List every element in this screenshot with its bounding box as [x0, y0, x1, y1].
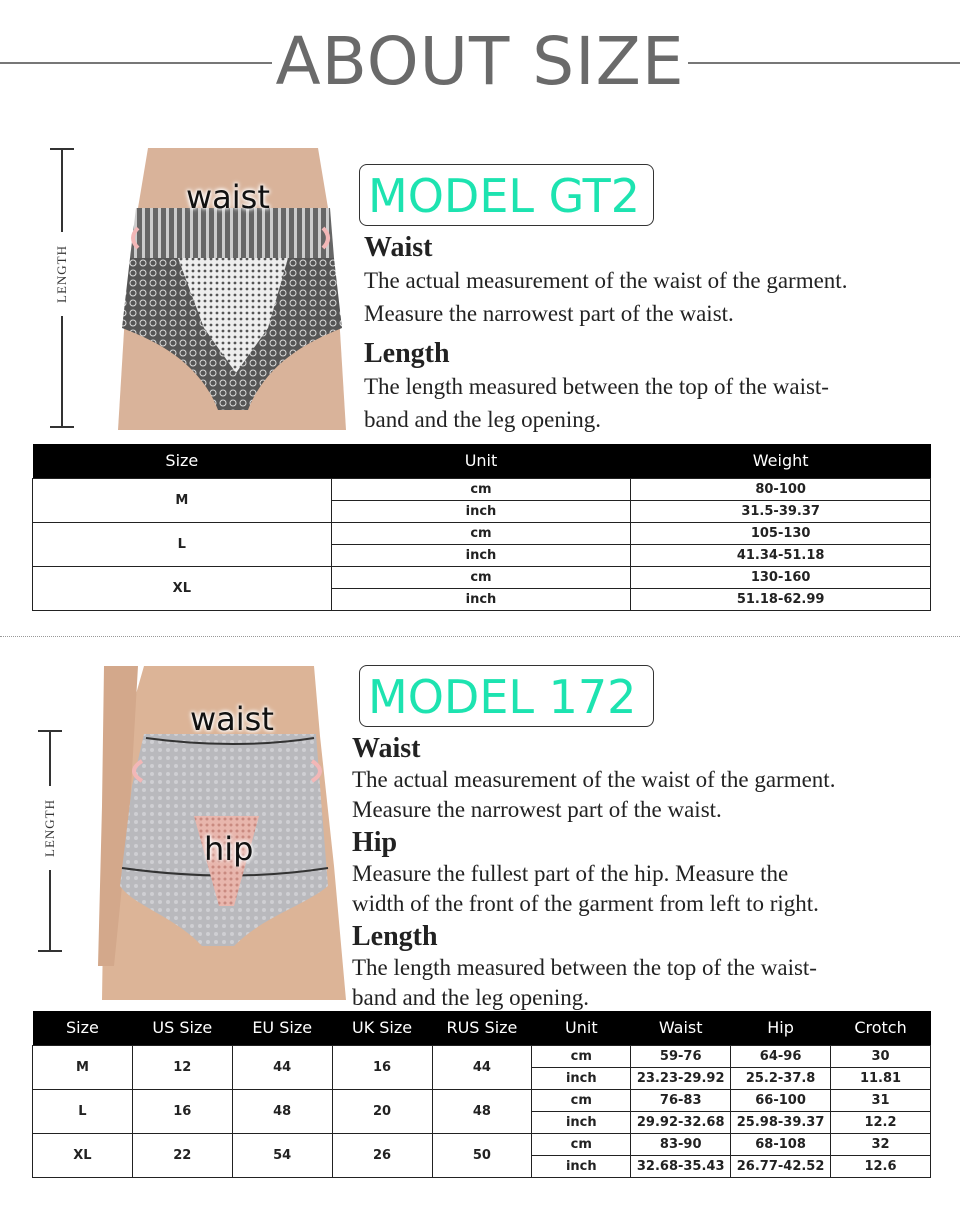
- weight-cell: 51.18-62.99: [631, 588, 931, 610]
- length-heading: Length: [364, 338, 450, 369]
- us-size-cell: 16: [132, 1089, 232, 1133]
- waist-cell: 23.23-29.92: [631, 1067, 731, 1089]
- crotch-cell: 32: [831, 1133, 931, 1155]
- col-header-unit: Unit: [331, 444, 631, 478]
- length-ruler-label: LENGTH: [54, 232, 70, 316]
- unit-cell: cm: [532, 1045, 631, 1067]
- length-ruler: [50, 148, 74, 428]
- unit-cell: cm: [331, 522, 631, 544]
- crotch-cell: 30: [831, 1045, 931, 1067]
- hip-label: hip: [204, 830, 254, 868]
- col-header-hip: Hip: [731, 1011, 831, 1045]
- us-size-cell: 22: [132, 1133, 232, 1177]
- col-header-us-size: US Size: [132, 1011, 232, 1045]
- crotch-cell: 12.2: [831, 1111, 931, 1133]
- table-row: [33, 566, 931, 588]
- hip-cell: 26.77-42.52: [731, 1155, 831, 1177]
- col-header-eu-size: EU Size: [232, 1011, 332, 1045]
- waist-label: waist: [186, 178, 270, 216]
- waist-cell: 32.68-35.43: [631, 1155, 731, 1177]
- rus-size-cell: 50: [432, 1133, 532, 1177]
- unit-cell: inch: [532, 1111, 631, 1133]
- length-line-2: band and the leg opening.: [364, 407, 601, 432]
- eu-size-cell: 48: [232, 1089, 332, 1133]
- waist-cell: 59-76: [631, 1045, 731, 1067]
- hip-cell: 25.98-39.37: [731, 1111, 831, 1133]
- col-header-uk-size: UK Size: [332, 1011, 432, 1045]
- col-header-weight: Weight: [631, 444, 931, 478]
- unit-cell: cm: [331, 478, 631, 500]
- table-row: [33, 1089, 931, 1111]
- section-divider: [0, 636, 960, 637]
- col-header-waist: Waist: [631, 1011, 731, 1045]
- unit-cell: cm: [532, 1133, 631, 1155]
- unit-cell: inch: [532, 1155, 631, 1177]
- hip-cell: 64-96: [731, 1045, 831, 1067]
- weight-cell: 31.5-39.37: [631, 500, 931, 522]
- weight-cell: 105-130: [631, 522, 931, 544]
- hip-heading: Hip: [352, 827, 398, 858]
- waist-cell: 76-83: [631, 1089, 731, 1111]
- model-172-title: MODEL 172: [359, 665, 654, 727]
- waist-line-2: Measure the narrowest part of the waist.: [352, 797, 722, 822]
- eu-size-cell: 44: [232, 1045, 332, 1089]
- us-size-cell: 12: [132, 1045, 232, 1089]
- product-photo-gt2: [118, 148, 346, 430]
- hip-cell: 68-108: [731, 1133, 831, 1155]
- size-cell: L: [33, 1089, 133, 1133]
- length-heading: Length: [352, 921, 438, 952]
- eu-size-cell: 54: [232, 1133, 332, 1177]
- weight-cell: 80-100: [631, 478, 931, 500]
- waist-line-1: The actual measurement of the waist of the garment.: [364, 268, 848, 293]
- rus-size-cell: 48: [432, 1089, 532, 1133]
- weight-cell: 41.34-51.18: [631, 544, 931, 566]
- col-header-unit: Unit: [532, 1011, 631, 1045]
- col-header-size: Size: [33, 1011, 133, 1045]
- unit-cell: inch: [331, 500, 631, 522]
- size-cell: XL: [33, 1133, 133, 1177]
- waist-cell: 29.92-32.68: [631, 1111, 731, 1133]
- crotch-cell: 11.81: [831, 1067, 931, 1089]
- table-row: [33, 1045, 931, 1067]
- size-table-gt2: [32, 444, 931, 611]
- product-photo-172: [84, 666, 346, 1000]
- waist-label: waist: [190, 700, 274, 738]
- size-table-172: [32, 1011, 931, 1178]
- crotch-cell: 12.6: [831, 1155, 931, 1177]
- col-header-size: Size: [33, 444, 332, 478]
- crotch-cell: 31: [831, 1089, 931, 1111]
- uk-size-cell: 16: [332, 1045, 432, 1089]
- hip-line-2: width of the front of the garment from left to right.: [352, 891, 819, 916]
- waist-line-1: The actual measurement of the waist of the garment.: [352, 767, 836, 792]
- size-cell: M: [33, 478, 332, 522]
- waist-heading: Waist: [352, 733, 421, 764]
- model-gt2-description: [364, 232, 944, 436]
- size-cell: L: [33, 522, 332, 566]
- unit-cell: inch: [532, 1067, 631, 1089]
- waist-line-2: Measure the narrowest part of the waist.: [364, 301, 734, 326]
- waist-heading: Waist: [364, 232, 433, 263]
- waist-cell: 83-90: [631, 1133, 731, 1155]
- length-ruler: [38, 730, 62, 952]
- size-cell: XL: [33, 566, 332, 610]
- unit-cell: inch: [331, 588, 631, 610]
- length-line-1: The length measured between the top of the waist-: [352, 955, 817, 980]
- table-row: [33, 1133, 931, 1155]
- col-header-rus-size: RUS Size: [432, 1011, 532, 1045]
- length-line-2: band and the leg opening.: [352, 985, 589, 1010]
- hip-line-1: Measure the fullest part of the hip. Measure the: [352, 861, 789, 886]
- table-row: [33, 522, 931, 544]
- length-line-1: The length measured between the top of the waist-: [364, 374, 829, 399]
- length-ruler-label: LENGTH: [42, 786, 58, 870]
- rus-size-cell: 44: [432, 1045, 532, 1089]
- uk-size-cell: 26: [332, 1133, 432, 1177]
- size-cell: M: [33, 1045, 133, 1089]
- model-172-description: [352, 733, 942, 1013]
- page-title: ABOUT SIZE: [275, 23, 685, 100]
- unit-cell: cm: [331, 566, 631, 588]
- hip-cell: 66-100: [731, 1089, 831, 1111]
- table-row: [33, 478, 931, 500]
- weight-cell: 130-160: [631, 566, 931, 588]
- unit-cell: inch: [331, 544, 631, 566]
- uk-size-cell: 20: [332, 1089, 432, 1133]
- hip-cell: 25.2-37.8: [731, 1067, 831, 1089]
- unit-cell: cm: [532, 1089, 631, 1111]
- col-header-crotch: Crotch: [831, 1011, 931, 1045]
- model-gt2-title: MODEL GT2: [359, 164, 654, 226]
